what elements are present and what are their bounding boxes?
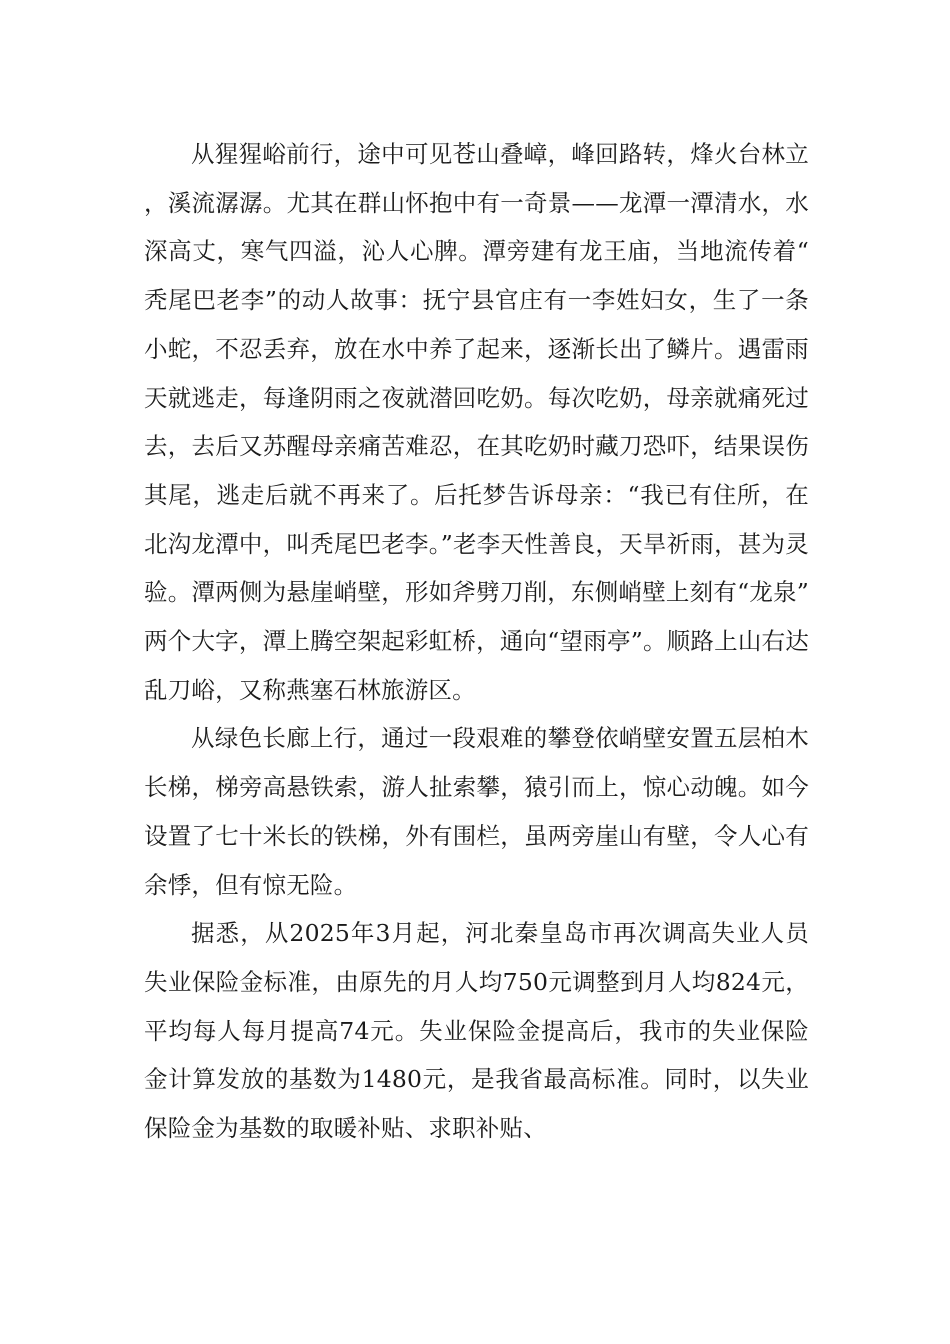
paragraph-green-corridor: 从绿色长廊上行，通过一段艰难的攀登依峭壁安置五层柏木长梯，梯旁高悬铁索，游人扯索攀，猿引而上，惊心动魄。如今设置了七十米长的铁梯，外有围栏，虽两旁崖山有壁，令人心有余悸，但有惊无险。 bbox=[144, 724, 809, 899]
paragraph-unemployment-insurance: 据悉，从2025年3月起，河北秦皇岛市再次调高失业人员失业保险金标准，由原先的月人均750元调整到月人均824元，平均每人每月提高74元。失业保险金提高后，我市的失业保险金计算发放的基数为1480元，是我省最高标准。同时，以失业保险金为基数的取暖补贴、求职补贴、 bbox=[144, 919, 809, 1143]
document-body bbox=[144, 130, 809, 1153]
paragraph-longtan: 从猩猩峪前行，途中可见苍山叠嶂，峰回路转，烽火台林立，溪流潺潺。尤其在群山怀抱中有一奇景——龙潭一潭清水，水深高丈，寒气四溢，沁人心脾。潭旁建有龙王庙，当地流传着“秃尾巴老李”的动人故事：抚宁县官庄有一李姓妇女，生了一条小蛇，不忍丢弃，放在水中养了起来，逐渐长出了鳞片。遇雷雨天就逃走，每逢阴雨之夜就潜回吃奶。每次吃奶，母亲就痛死过去，去后又苏醒母亲痛苦难忍，在其吃奶时藏刀恐吓，结果误伤其尾，逃走后就不再来了。后托梦告诉母亲：“我已有住所，在北沟龙潭中，叫秃尾巴老李。”老李天性善良，天旱祈雨，甚为灵验。潭两侧为悬崖峭壁，形如斧劈刀削，东侧峭壁上刻有“龙泉”两个大字，潭上腾空架起彩虹桥，通向“望雨亭”。顺路上山右达乱刀峪，又称燕塞石林旅游区。 bbox=[144, 140, 809, 704]
